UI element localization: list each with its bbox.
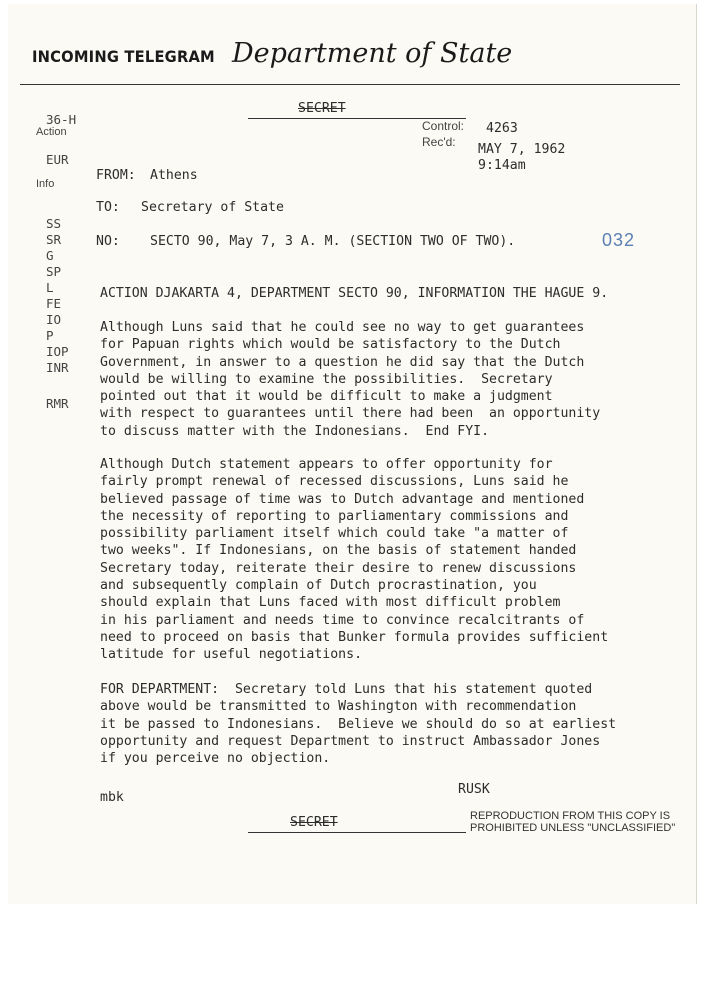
control-label: Control: [422, 119, 465, 133]
department-of-state-heading: Department of State [232, 38, 513, 69]
routing-code: SS [46, 216, 62, 231]
to-value: Secretary of State [141, 200, 284, 215]
routing-code: SP [46, 264, 62, 279]
body-paragraph-3: FOR DEPARTMENT: Secretary told Luns that his statement quoted above would be transmitted to Washington with recommendation it be passed to Indonesians. Believe we should do so at earliest opportunity and request Department to instruct Ambassador Jones if you perceive no objection. [100, 682, 617, 767]
routing-code: INR [46, 360, 69, 375]
classification-bottom-rule [248, 832, 466, 833]
routing-code: SR [46, 232, 62, 247]
routing-action-label: Action [36, 126, 67, 138]
no-label: NO: [96, 234, 120, 249]
body-paragraph-1: Although Luns said that he could see no way to get guarantees for Papuan rights which would be satisfactory to the Dutch Government, in answer to a question he did say that the Dutch would be willing to examine the possibilities. Secretary pointed out that it would be difficult to make a judgment with respect to guarantees until there had been an opportunity to discuss matter with the Indonesians. End FYI. [100, 320, 601, 439]
routing-code: IO [46, 312, 62, 327]
recd-time: 9:14am [478, 158, 526, 173]
no-value: SECTO 90, May 7, 3 A. M. (SECTION TWO OF TWO). [150, 234, 516, 249]
body-paragraph-2: Although Dutch statement appears to offer opportunity for fairly prompt renewal of recessed discussions, Luns said he believed passage of time was to Dutch advantage and mentioned the necessity of reporting to parliamentary commissions and possibility parliament itself which could take "a matter of two weeks". If Indonesians, on the basis of statement handed Secretary today, reiterate their desire to renew discussions and subsequently complain of Dutch procrastination, you should explain that Luns faced with most difficult problem in his parliament and needs time to convince recalcitrants of need to proceed on basis that Bunker formula provides sufficient latitude for useful negotiations. [100, 457, 609, 663]
routing-info-label: Info [36, 178, 55, 190]
received-stamp-number: 032 [602, 230, 636, 250]
routing-code: FE [46, 296, 62, 311]
control-value: 4263 [486, 121, 518, 136]
from-label: FROM: [96, 168, 136, 183]
recd-date: MAY 7, 1962 [478, 142, 566, 157]
routing-code: IOP [46, 344, 69, 359]
recd-label: Rec'd: [422, 135, 456, 149]
routing-code: G [46, 248, 54, 263]
routing-rmr: RMR [46, 396, 69, 411]
to-label: TO: [96, 200, 120, 215]
action-line: ACTION DJAKARTA 4, DEPARTMENT SECTO 90, INFORMATION THE HAGUE 9. [100, 286, 609, 301]
classification-bottom: SECRET [290, 815, 338, 830]
routing-eur: EUR [46, 152, 69, 167]
routing-code: P [46, 328, 54, 343]
header-rule [20, 84, 680, 85]
routing-action-code: 36-H [46, 112, 77, 127]
telegram-page [8, 4, 697, 904]
incoming-telegram-heading: INCOMING TELEGRAM [32, 47, 215, 66]
reproduction-notice: REPRODUCTION FROM THIS COPY IS PROHIBITED UNLESS "UNCLASSIFIED" [470, 810, 676, 834]
typist-initials: mbk [100, 790, 124, 805]
routing-code: L [46, 280, 54, 295]
from-value: Athens [150, 168, 198, 183]
signature: RUSK [458, 782, 490, 797]
classification-top: SECRET [298, 101, 346, 116]
